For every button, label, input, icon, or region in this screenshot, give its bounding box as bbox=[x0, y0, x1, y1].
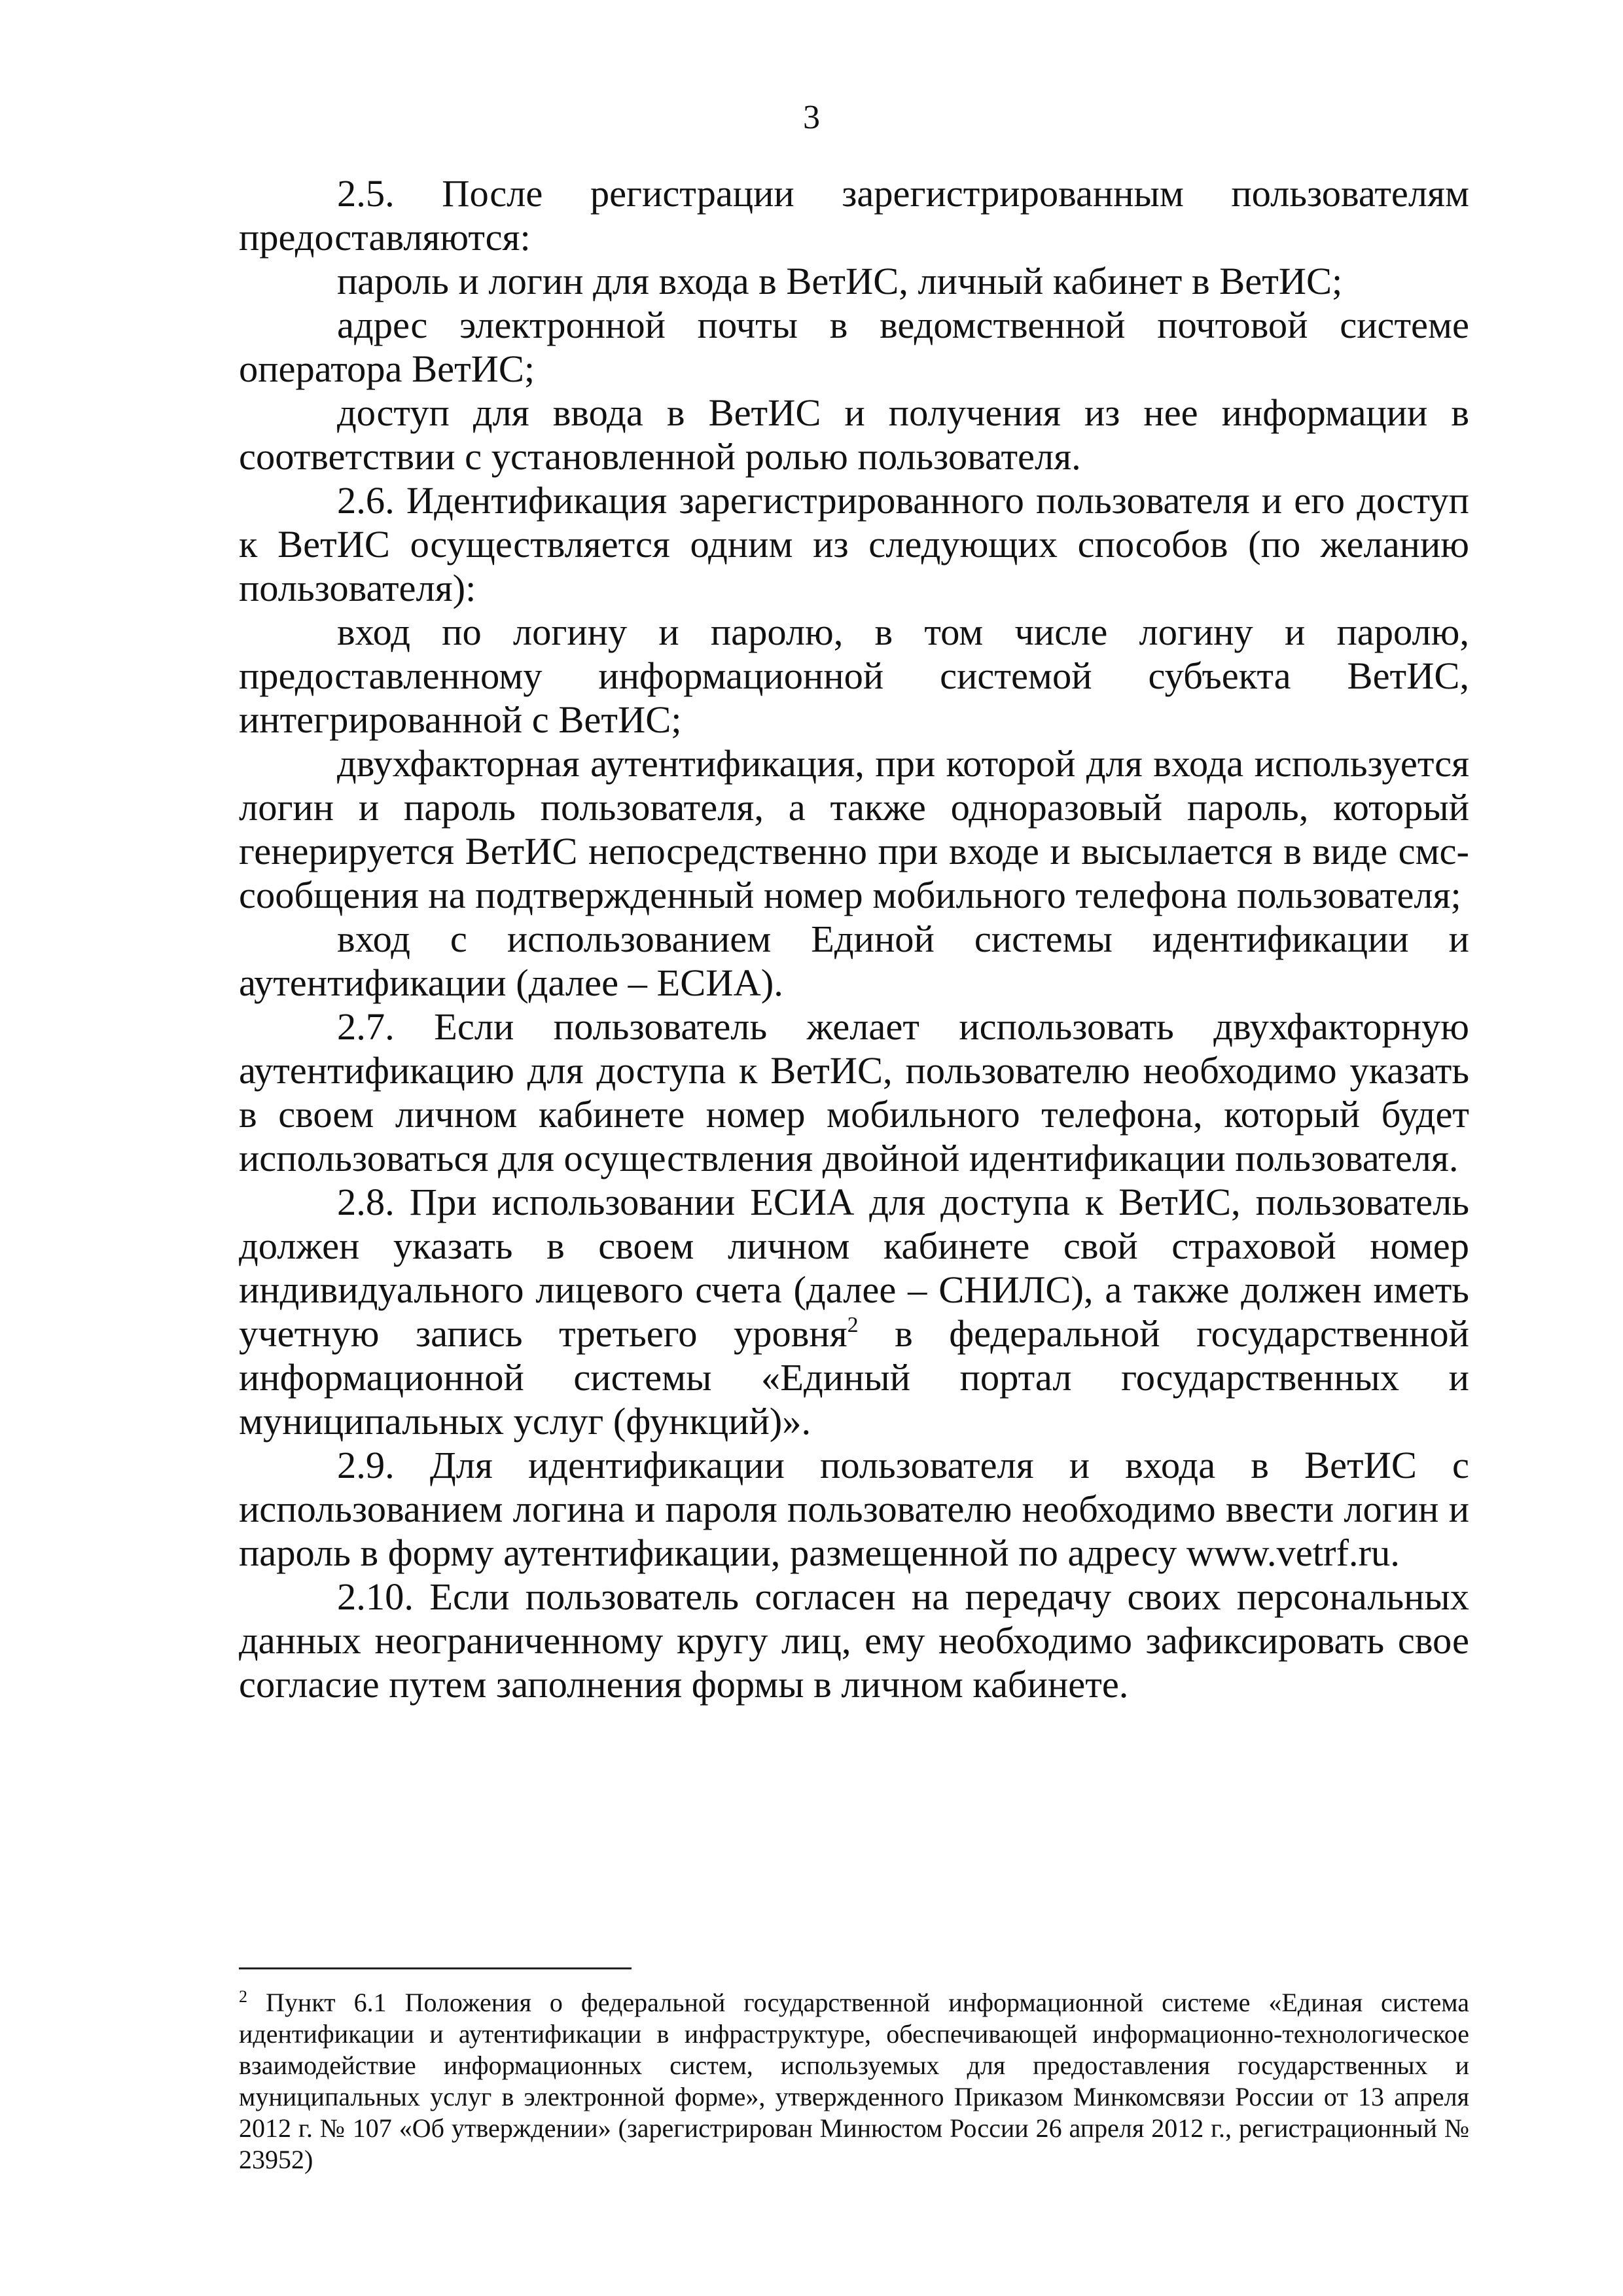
paragraph-2-6-item-two-factor: двухфакторная аутентификация, при которой для входа используется логин и пароль пользователя, а также одноразовый пароль, который генерируется ВетИС непосредственно при входе и высылается в виде смс-сообщения на подтвержденный номер мобильного телефона пользователя; bbox=[239, 742, 1469, 916]
paragraph-2-5-item-email: адрес электронной почты в ведомственной почтовой системе оператора ВетИС; bbox=[239, 304, 1469, 390]
paragraph-2-5-item-access: доступ для ввода в ВетИС и получения из нее информации в соответствии с установленной ролью пользователя. bbox=[239, 391, 1469, 478]
paragraph-2-7: 2.7. Если пользователь желает использовать двухфакторную аутентификацию для доступа к ВетИС, пользователю необходимо указать в своем личном кабинете номер мобильного телефона, который будет использоваться для осуществления двойной идентификации пользователя. bbox=[239, 1005, 1469, 1179]
paragraph-2-6-item-login: вход по логину и паролю, в том числе логину и паролю, предоставленному информационной системой субъекта ВетИС, интегрированной с ВетИС; bbox=[239, 611, 1469, 741]
paragraph-2-5-item-password: пароль и логин для входа в ВетИС, личный кабинет в ВетИС; bbox=[337, 260, 1343, 302]
document-body bbox=[239, 171, 1469, 1706]
footnote-separator bbox=[239, 1967, 632, 1969]
footnote-marker: 2 bbox=[239, 1987, 247, 2006]
paragraph-2-8-after: в федеральной государственной информационной системы «Единый портал государственных и муниципальных услуг (функций)». bbox=[239, 1312, 1469, 1443]
paragraph-2-5: 2.5. После регистрации зарегистрированным пользователям предоставляются: bbox=[239, 172, 1469, 259]
footnote bbox=[239, 1987, 1469, 2176]
paragraph-2-8 bbox=[239, 1180, 1469, 1443]
paragraph-2-9: 2.9. Для идентификации пользователя и входа в ВетИС с использованием логина и пароля пользователю необходимо ввести логин и пароль в форму аутентификации, размещенной по адресу www.vetrf.ru. bbox=[239, 1444, 1469, 1574]
footnote-reference: 2 bbox=[847, 1313, 859, 1337]
paragraph-2-6: 2.6. Идентификация зарегистрированного пользователя и его доступ к ВетИС осуществляется одним из следующих способов (по желанию пользователя): bbox=[239, 479, 1469, 609]
paragraph-2-6-item-esia: вход с использованием Единой системы идентификации и аутентификации (далее – ЕСИА). bbox=[239, 918, 1469, 1004]
paragraph-2-8-before: 2.8. При использовании ЕСИА для доступа к ВетИС, пользователь должен указать в своем личном кабинете свой страховой номер индивидуального лицевого счета (далее – СНИЛС), а также должен иметь учетную запись третьего уровня bbox=[239, 1181, 1469, 1355]
paragraph-2-10: 2.10. Если пользователь согласен на передачу своих персональных данных неограниченному кругу лиц, ему необходимо зафиксировать свое согласие путем заполнения формы в личном кабинете. bbox=[239, 1575, 1469, 1706]
page-number: 3 bbox=[803, 99, 820, 136]
footnote-text: Пункт 6.1 Положения о федеральной государственной информационной системе «Единая система идентификации и аутентификации в инфраструктуре, обеспечивающей информационно-технологическое взаимодействие информационных систем, используемых для предоставления государственных и муниципальных услуг в электронной форме», утвержденного Приказом Минкомсвязи России от 13 апреля 2012 г. № 107 «Об утверждении» (зарегистрирован Минюстом России 26 апреля 2012 г., регистрационный № 23952) bbox=[239, 1988, 1469, 2174]
